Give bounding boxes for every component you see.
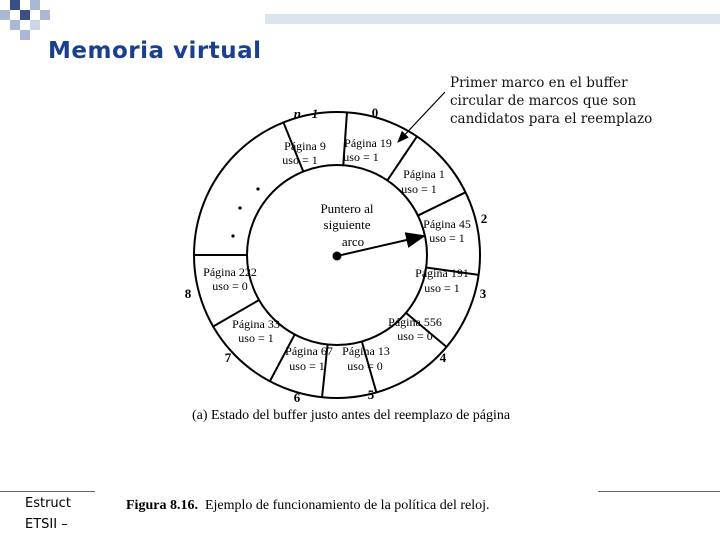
frame-use: uso = 1 [401,182,437,196]
footer-line-2: ETSII – [25,517,68,532]
frame-page: Página 556 [388,315,442,329]
ellipsis-dot [231,234,234,237]
frame-page: Página 45 [423,217,471,231]
figure-caption-text: Ejemplo de funcionamiento de la política del reloj. [204,498,490,513]
slot-number: 7 [224,350,232,365]
frame-use: uso = 1 [238,331,274,345]
slot-number: 5 [367,387,375,402]
annotation-arrow [398,92,445,142]
pointer-pivot [333,252,342,261]
frame-use: uso = 1 [343,150,379,164]
frame-use: uso = 0 [212,279,248,293]
footer-line-1: Estruct [25,496,71,511]
slot-number: 0 [371,105,379,120]
ellipsis-dot [238,206,241,209]
figure-caption [126,498,490,514]
slot-number: 6 [293,390,301,405]
frame-use: uso = 1 [429,231,465,245]
frame-use: uso = 1 [424,281,460,295]
slot-number: 2 [480,211,488,226]
frame-use: uso = 1 [289,359,325,373]
footer-divider [0,491,95,492]
frame-page: Página 19 [344,136,392,150]
frame-page: Página 67 [285,344,333,358]
frame-page: Página 191 [415,266,469,280]
subfigure-caption: (a) Estado del buffer justo antes del reemplazo de página [192,408,511,423]
slot-number: 3 [479,286,487,301]
frame-page: Página 13 [342,344,390,358]
frame-page: Página 1 [403,167,445,181]
slide-title: Memoria virtual [48,38,262,64]
pointer-label-line: Puntero al [320,201,374,216]
slot-number: 4 [439,350,447,365]
frame-page: Página 9 [284,139,326,153]
ellipsis-dot [256,187,259,190]
pointer-label-line: siguiente [323,217,371,232]
buffer-annotation: Primer marco en el buffer circular de marcos que son candidatos para el reemplazo [450,75,653,127]
footer-text [25,493,95,535]
frame-use: uso = 0 [347,359,383,373]
footer-divider [598,491,720,492]
frame-use: uso = 0 [397,329,433,343]
slot-number: 8 [184,286,192,301]
frame-page: Página 222 [203,265,257,279]
frame-page: Página 33 [232,317,280,331]
figure-label: Figura 8.16. [126,498,198,513]
frame-use: uso = 1 [282,153,318,167]
pointer-label-line: arco [341,234,365,249]
slot-number: n - 1 [293,106,319,121]
